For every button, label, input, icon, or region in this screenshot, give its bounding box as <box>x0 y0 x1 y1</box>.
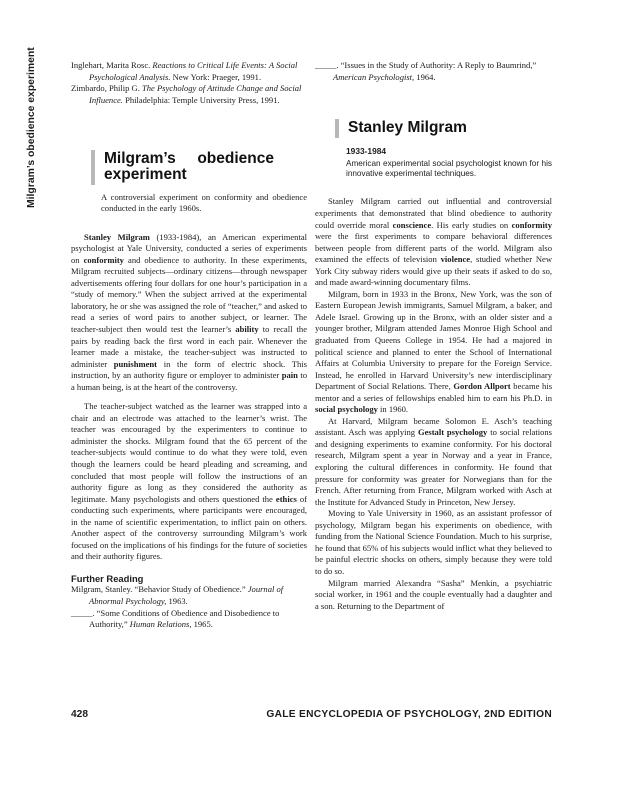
entry-body <box>71 232 307 563</box>
publication-title: GALE ENCYCLOPEDIA OF PSYCHOLOGY, 2ND EDITION <box>266 709 552 720</box>
entry-title: Stanley Milgram <box>348 119 467 137</box>
reference-item: _____. “Issues in the Study of Authority: A Reply to Baumrind,” American Psychologist, 1964. <box>315 60 537 82</box>
entry-body <box>315 196 552 612</box>
reference-item: Milgram, Stanley. “Behavior Study of Obedience.” Journal of Abnormal Psychology, 1963. <box>71 584 284 606</box>
paragraph: At Harvard, Milgram became Solomon E. Asch’s teaching assistant. Asch was applying Gestalt psychology to social relations and designing experiments to examine conformity. For his doctoral research, Milgram spent a year in Norway and a year in France, exploring the cultural differences in conformity. He found that pressure for conformity was greater for Norwegians than for the French. After returning from France, Milgram worked with Asch at the Institute for Advanced Study in Princeton, New Jersey. <box>315 415 552 507</box>
entry-heading <box>335 119 552 138</box>
further-reading-heading: Further Reading <box>71 572 144 584</box>
paragraph: Stanley Milgram (1933-1984), an American experimental psychologist at Yale University, conducted a series of experiments on conformity and obedience to authority. In these experiments, Milgram recruited subjects—ordinary citizens—through newspaper advertisements offering four dollars for one hour’s participation in a “study of memory.” When the subject arrived at the experimental laboratory, he or she was assigned the role of “teacher,” and asked to read a series of word pairs to another subject, or learner. The teacher-subject then would test the learner’s ability to recall the pairs by reading back the first word in each pair. Whenever the learner made a mistake, the teacher-subject was instructed to administer punishment in the form of electric shock. This instruction, by an authority figure or employer to administer pain to a human being, is at the heart of the controversy. <box>71 231 307 392</box>
entry-description: A controversial experiment on conformity and obedience conducted in the early 1960s. <box>101 192 307 214</box>
running-head: Milgram’s obedience experiment <box>26 47 37 208</box>
paragraph: Milgram married Alexandra “Sasha” Menkin, a psychiatric social worker, in 1961 and the couple eventually had a daughter and a son. Returning to the Department of <box>315 577 552 611</box>
reference-item: Inglehart, Marita Rosc. Reactions to Critical Life Events: A Social Psychological Analysis. New York: Praeger, 1991. <box>71 60 298 82</box>
left-column <box>71 60 307 631</box>
entry-heading <box>91 150 307 185</box>
right-column <box>315 60 552 612</box>
entry-description: American experimental social psychologist known for his innovative experimental techniques. <box>346 158 552 179</box>
paragraph: Stanley Milgram carried out influential and controversial experiments that demonstrated that blind obedience to authority could override moral conscience. His early studies on conformity were the first experiments to compare behavioral differences between people from different parts of the world. Milgram also examined the effects of television violence, studied whether New York City subway riders would give up their seats if asked to do so, and made award-winning documentary films. <box>315 196 552 288</box>
entry-title: Milgram’s obedience experiment <box>104 150 274 184</box>
paragraph: Milgram, born in 1933 in the Bronx, New York, was the son of Eastern European Jewish immigrants, Samuel Milgram, a baker, and Adele Israel. Growing up in the Bronx, with an older sister and a younger brother, Milgram attended James Monroe High School and graduated from Queens College in 1954. He had a majored in political science and planned to enter the School of International Affairs at Columbia University to prepare for the Foreign Service. Instead, he enrolled in Harvard University’s new interdisciplinary Department of Social Relations. There, Gordon Allport became his mentor and a series of fellowships enabled him to earn his Ph.D. in social psychology in 1960. <box>315 288 553 415</box>
entry-years: 1933-1984 <box>346 146 387 157</box>
paragraph: Moving to Yale University in 1960, as an assistant professor of psychology, Milgram began his experiments on obedience, with funding from the National Science Foundation. Much to his surprise, he found that 65% of his subjects would inflict what they believed to be painful electric shocks on others, simply because they were told to do so. <box>315 508 552 576</box>
page-number: 428 <box>71 709 88 720</box>
reference-item: _____. “Some Conditions of Obedience and Disobedience to Authority,” Human Relations, 1965. <box>71 607 280 630</box>
paragraph: The teacher-subject watched as the learner was strapped into a chair and an electrode was attached to the learner’s wrist. The teacher was encouraged by the experimenters to continue to administer the shocks. Milgram found that the 65 percent of the teacher-subjects would continue to do what they were told, even though the learners could be heard pleading and screaming, and concluded that most people will follow the instructions of an authority figure as long as they considered the authority as legitimate. Many psychologists and others questioned the ethics of conducting such experiments, where participants were encouraged, in the name of scientific experimentation, to inflict pain on others. Another aspect of the controversy surrounding Milgram’s work focused on the implications of his findings for the future of societies and their authority figures. <box>71 401 307 562</box>
reference-item: Zimbardo, Philip G. The Psychology of Attitude Change and Social Influence. Philadelphia: Temple University Press, 1991. <box>71 83 302 105</box>
